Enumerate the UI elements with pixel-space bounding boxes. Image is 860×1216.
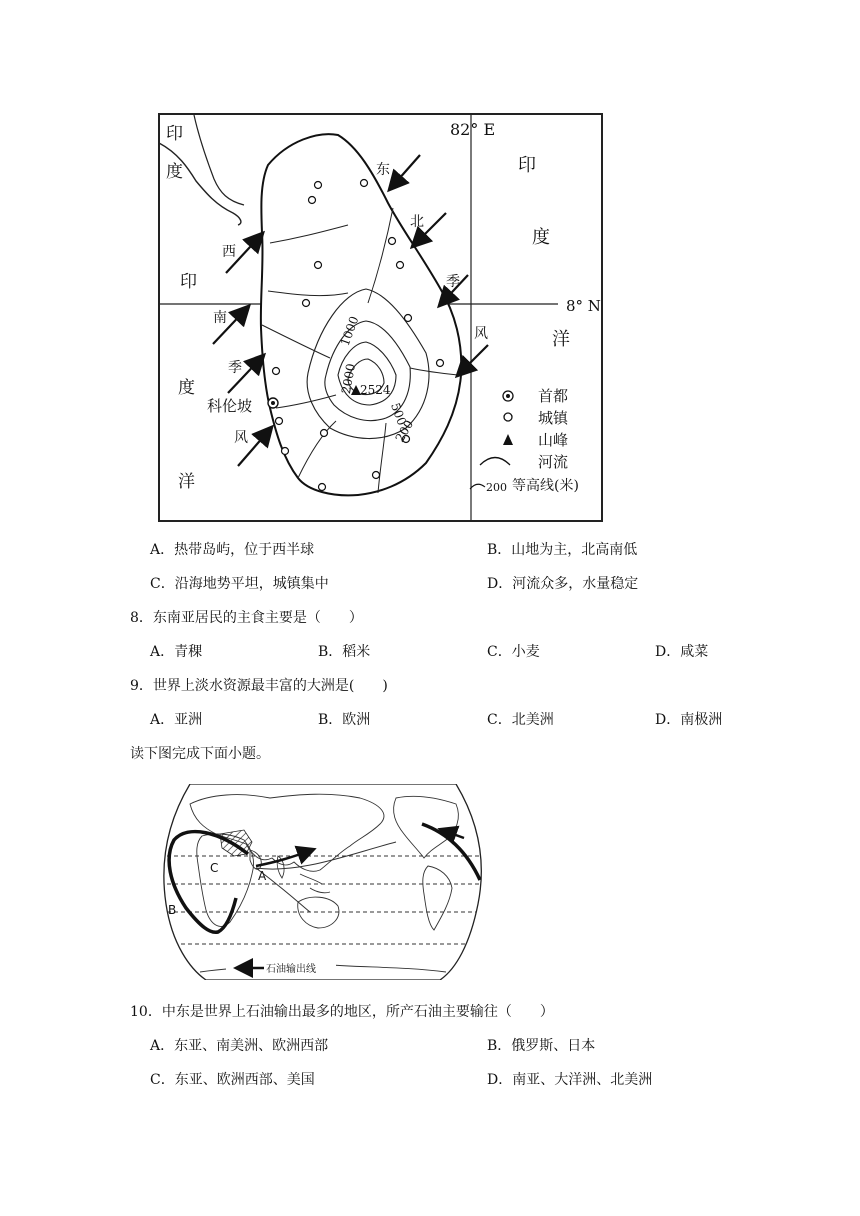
option-d: D．南极洲	[655, 712, 723, 728]
option-c: C．沿海地势平坦，城镇集中	[150, 576, 329, 592]
ocean-label: 印	[518, 155, 536, 176]
monsoon-label: 东	[376, 162, 390, 178]
contour-label: 2000	[338, 362, 359, 395]
route-label-b: B	[168, 903, 177, 917]
oil-export-map	[160, 784, 486, 980]
option-c: C．小麦	[487, 644, 540, 660]
legend-contour: 等高线(米)	[512, 478, 579, 494]
ocean-label: 度	[532, 227, 550, 248]
option-a: A．东亚、南美洲、欧洲西部	[150, 1038, 329, 1054]
ocean-label: 印	[180, 272, 197, 292]
option-b: B．俄罗斯、日本	[487, 1038, 596, 1054]
question-stem: 9．世界上淡水资源最丰富的大洲是( )	[130, 678, 388, 694]
contour-label: 1000	[337, 314, 362, 348]
monsoon-label: 季	[228, 360, 242, 376]
legend-river: 河流	[538, 453, 569, 471]
monsoon-label: 西	[222, 244, 236, 260]
monsoon-label: 季	[446, 274, 460, 290]
option-b: B．欧洲	[318, 712, 371, 728]
instruction-text: 读下图完成下面小题。	[130, 746, 270, 762]
contour-label: 200	[392, 417, 417, 445]
legend-contour-value: 200	[486, 481, 507, 494]
option-b: B．稻米	[318, 644, 371, 660]
monsoon-label: 风	[234, 430, 248, 446]
capital-label: 科伦坡	[207, 397, 253, 415]
option-a: A．亚洲	[150, 712, 203, 728]
ocean-label: 度	[166, 162, 183, 182]
option-c: C．东亚、欧洲西部、美国	[150, 1072, 315, 1088]
legend-town: 城镇	[538, 409, 569, 427]
route-label-c: C	[210, 861, 219, 875]
map-legend-label: 石油输出线	[266, 964, 316, 975]
option-c: C．北美洲	[487, 712, 554, 728]
peak-label: 2524	[360, 383, 391, 397]
monsoon-label: 北	[410, 214, 424, 230]
ocean-label: 洋	[552, 329, 570, 350]
route-label-a: A	[258, 869, 267, 883]
parallel-label: 8° N	[566, 297, 601, 315]
option-d: D．咸菜	[655, 644, 709, 660]
ocean-label: 印	[166, 124, 183, 144]
question-stem: 10．中东是世界上石油输出最多的地区，所产石油主要输往（ ）	[130, 1004, 554, 1020]
monsoon-label: 南	[213, 310, 227, 326]
option-a: A．青稞	[150, 644, 203, 660]
contour-label: 500	[388, 401, 410, 428]
legend-capital: 首都	[538, 387, 569, 405]
ocean-label: 洋	[178, 472, 195, 492]
option-a: A．热带岛屿，位于西半球	[150, 542, 315, 558]
monsoon-label: 风	[474, 326, 488, 342]
meridian-label: 82° E	[450, 120, 496, 139]
legend-peak: 山峰	[538, 431, 569, 449]
option-d: D．南亚、大洋洲、北美洲	[487, 1072, 653, 1088]
ocean-label: 度	[178, 378, 195, 398]
question-stem: 8．东南亚居民的主食主要是（ ）	[130, 610, 363, 626]
option-b: B．山地为主，北高南低	[487, 542, 638, 558]
option-d: D．河流众多，水量稳定	[487, 576, 639, 592]
